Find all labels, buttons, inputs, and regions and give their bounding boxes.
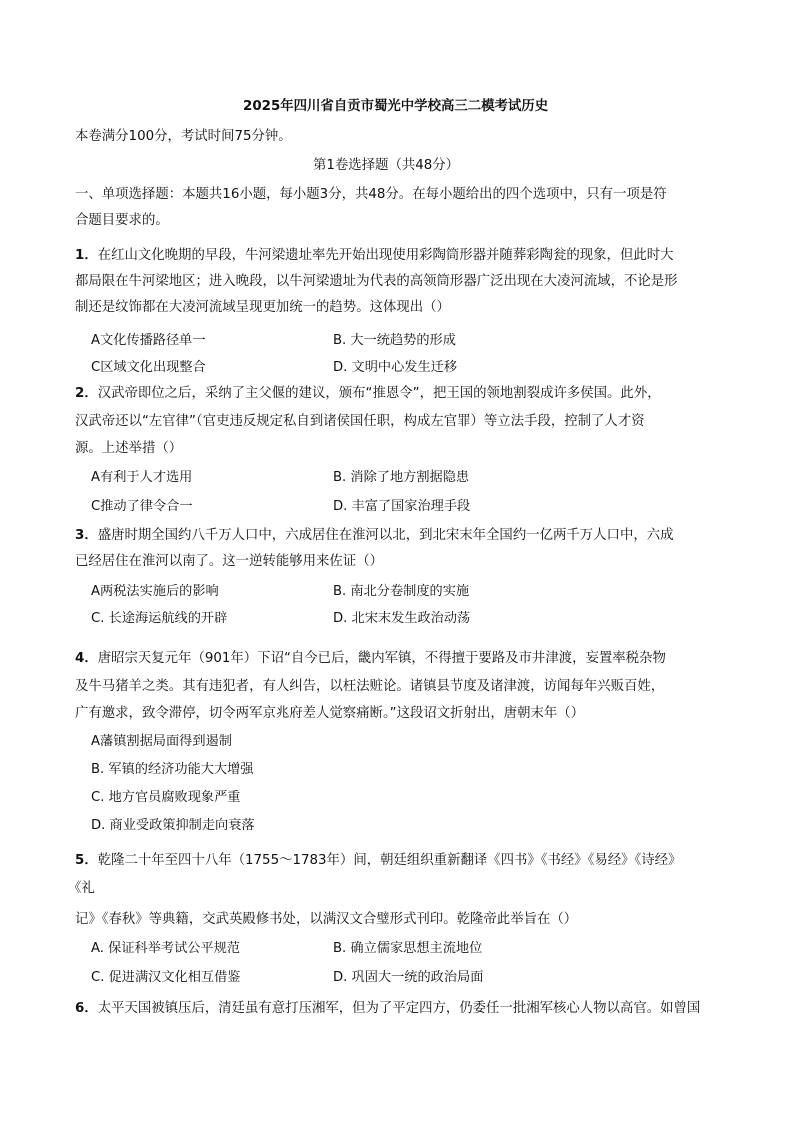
question-2-stem-line: 汉武帝还以“左官律”（官吏违反规定私自到诸侯国任职，构成左官罪）等立法手段，控制了人才资 — [75, 414, 645, 429]
option-c[interactable]: C区域文化出现整合 — [91, 360, 206, 375]
option-d[interactable]: D. 文明中心发生迁移 — [333, 360, 458, 375]
question-5-stem-line: 记》《春秋》等典籍，交武英殿修书处，以满汉文合璧形式刊印。乾隆帝此举旨在（） — [75, 912, 578, 927]
section-heading: 第1卷选择题（共48分） — [313, 158, 460, 173]
option-a[interactable]: A有利于人才选用 — [91, 470, 193, 485]
option-b[interactable]: B. 军镇的经济功能大大增强 — [91, 762, 254, 777]
exam-title: 2025年四川省自贡市蜀光中学校高三二模考试历史 — [243, 99, 549, 114]
question-number: 3． — [75, 528, 98, 543]
question-4-stem-line: 及牛马猪羊之类。其有违犯者，有人纠告，以枉法赃论。诸镇县节度及诸津渡，访闻每年兴贩百姓， — [75, 679, 665, 694]
exam-info: 本卷满分100分，考试时间75分钟。 — [75, 129, 292, 144]
option-d[interactable]: D. 巩固大一统的政治局面 — [333, 970, 484, 985]
instructions-line: 一、单项选择题：本题共16小题，每小题3分，共48分。在每小题给出的四个选项中，只有一项是符 — [75, 187, 667, 202]
question-number: 6． — [75, 1001, 98, 1016]
option-c[interactable]: C. 地方官员腐败现象严重 — [91, 790, 241, 805]
option-b[interactable]: B. 消除了地方割据隐患 — [333, 470, 470, 485]
option-a[interactable]: A两税法实施后的影响 — [91, 584, 219, 599]
option-c[interactable]: C. 促进满汉文化相互借鉴 — [91, 970, 241, 985]
option-a[interactable]: A藩镇割据局面得到遏制 — [91, 734, 232, 749]
option-d[interactable]: D. 商业受政策抑制走向衰落 — [91, 818, 255, 833]
question-2-stem-line: 源。上述举措（） — [75, 441, 183, 456]
question-number: 1． — [75, 248, 98, 263]
question-2-stem-line: 2．汉武帝即位之后，采纳了主父偃的建议，颁布“推恩令”，把王国的领地割裂成许多侯国。此外， — [75, 386, 661, 401]
question-1-stem-line: 1．在红山文化晚期的早段，牛河梁遗址率先开始出现使用彩陶筒形器并随葬彩陶瓮的现象，但此时大 — [75, 248, 674, 263]
question-6-stem-line: 6．太平天国被镇压后，清廷虽有意打压湘军，但为了平定四方，仍委任一批湘军核心人物以高官。如曾国 — [75, 1001, 701, 1016]
option-b[interactable]: B. 大一统趋势的形成 — [333, 333, 456, 348]
question-3-stem-line: 已经居住在淮河以南了。这一逆转能够用来佐证（） — [75, 554, 383, 569]
question-5-stem-line: 《礼 — [68, 881, 95, 896]
option-b[interactable]: B. 南北分卷制度的实施 — [333, 584, 470, 599]
instructions-line: 合题目要求的。 — [75, 213, 169, 228]
question-1-stem-line: 制还是纹饰都在大凌河流域呈现更加统一的趋势。这体现出（） — [75, 300, 450, 315]
option-d[interactable]: D. 北宋末发生政治动荡 — [333, 611, 471, 626]
option-d[interactable]: D. 丰富了国家治理手段 — [333, 499, 471, 514]
question-1-stem-line: 都局限在牛河梁地区；进入晚段，以牛河梁遗址为代表的高领筒形器广泛出现在大凌河流域，不论是形 — [75, 274, 678, 289]
question-number: 5． — [75, 853, 98, 868]
question-3-stem-line: 3．盛唐时期全国约八千万人口中，六成居住在淮河以北，到北宋末年全国约一亿两千万人口中，六成 — [75, 528, 674, 543]
question-4-stem-line: 4．唐昭宗天复元年（901年）下诏“自今已后，畿内军镇，不得擅于要路及市井津渡，妄置率税杂物 — [75, 651, 666, 666]
option-c[interactable]: C推动了律令合一 — [91, 499, 193, 514]
option-a[interactable]: A. 保证科举考试公平规范 — [91, 941, 241, 956]
question-4-stem-line: 广有邀求，致令滞停，切令两军京兆府差人觉察痛断。”这段诏文折射出，唐朝末年（） — [75, 706, 585, 721]
option-b[interactable]: B. 确立儒家思想主流地位 — [333, 941, 483, 956]
question-number: 2． — [75, 386, 98, 401]
option-a[interactable]: A文化传播路径单一 — [91, 333, 206, 348]
option-c[interactable]: C. 长途海运航线的开辟 — [91, 611, 228, 626]
question-5-stem-line: 5．乾隆二十年至四十八年（1755～1783年）间，朝廷组织重新翻译《四书》《书经》《易经》《诗经》 — [75, 853, 682, 868]
question-number: 4． — [75, 651, 98, 666]
